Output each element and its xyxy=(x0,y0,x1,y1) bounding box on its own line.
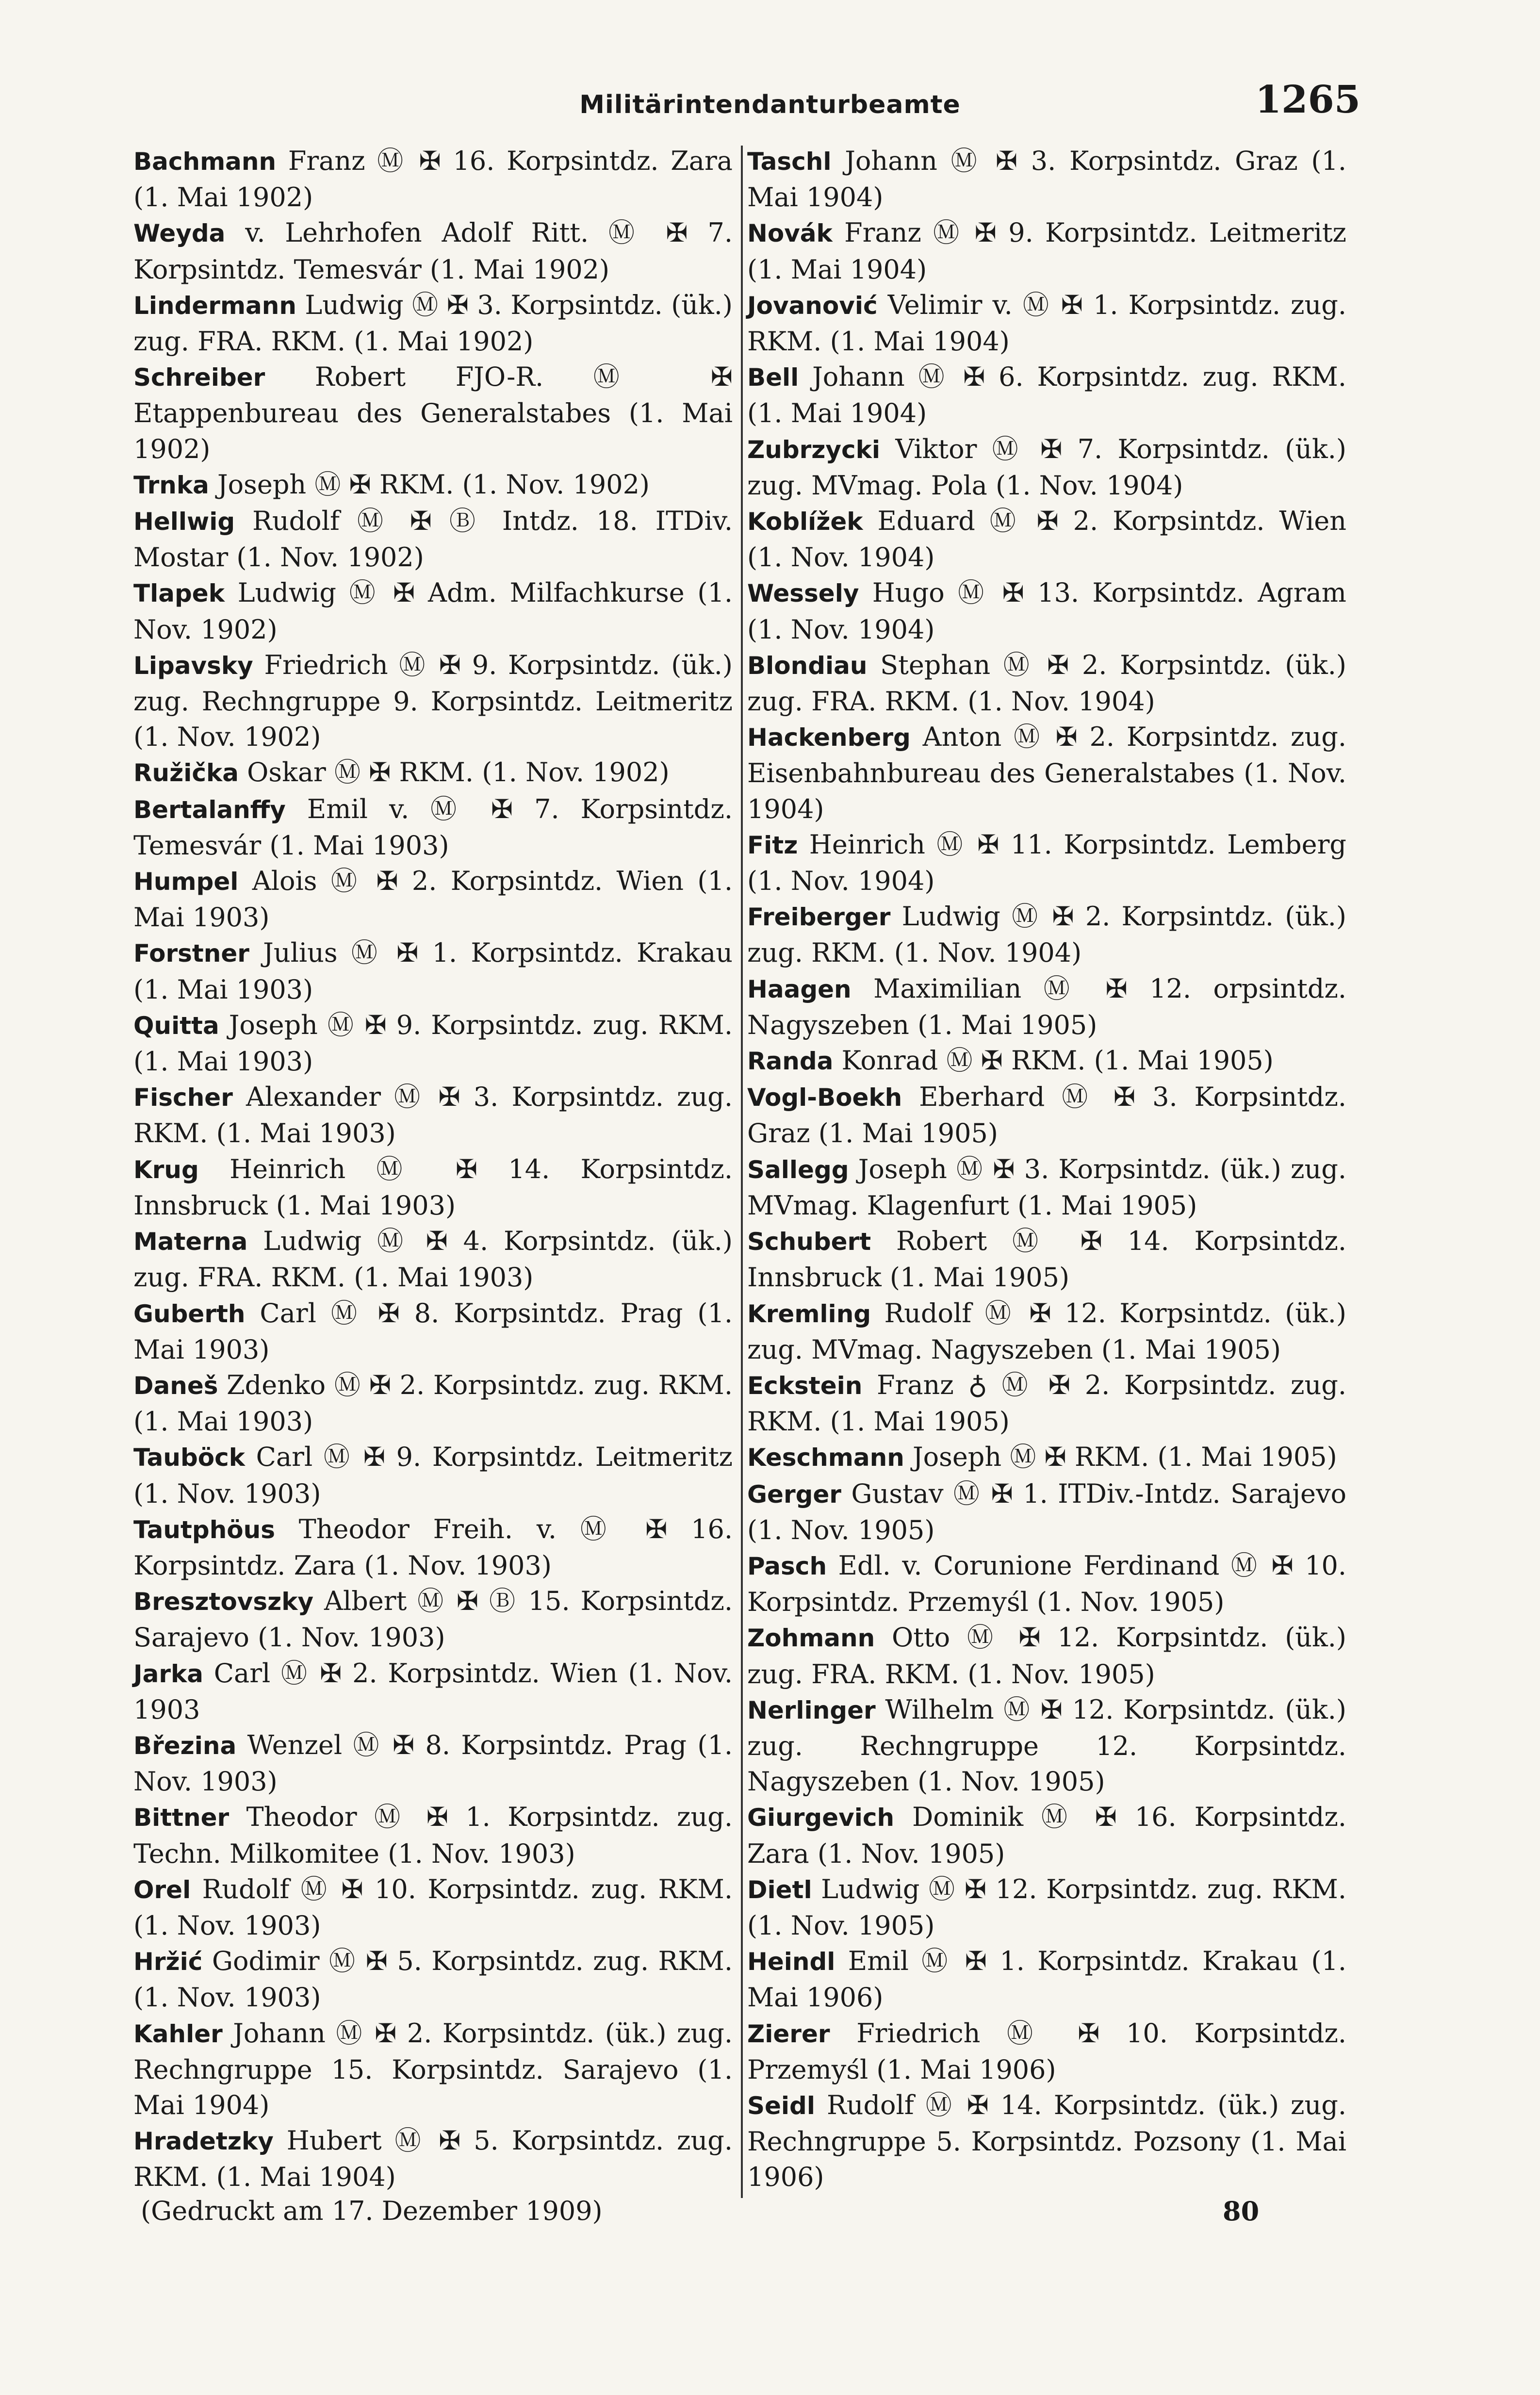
entry xyxy=(747,2087,1346,2195)
entry-details: Joseph Ⓜ ✠ 3. Korpsintdz. (ük.) zug. MVmag. Klagenfurt (1. Mai 1905) xyxy=(747,1153,1346,1221)
entry-details: v. Lehrhofen Adolf Ritt. Ⓜ ✠ 7. Korpsintdz. Temesvár (1. Mai 1902) xyxy=(133,217,733,285)
entry-surname: Orel xyxy=(133,1875,191,1904)
entry-details: Emil v. Ⓜ ✠ 7. Korpsintdz. Temesvár (1. Mai 1903) xyxy=(133,793,733,861)
entry-surname: Freiberger xyxy=(747,903,891,932)
right-column xyxy=(747,143,1346,2195)
entry-surname: Jovanović xyxy=(747,291,878,320)
printed-date-note: (Gedruckt am 17. Dezember 1909) xyxy=(141,2196,603,2226)
entry xyxy=(133,467,733,503)
entry-details: Johann Ⓜ ✠ 2. Korpsintdz. (ük.) zug. Rechngruppe 15. Korpsintdz. Sarajevo (1. Mai 1904) xyxy=(133,2018,733,2120)
entry-details: Theodor Ⓜ ✠ 1. Korpsintdz. zug. Techn. Milkomitee (1. Nov. 1903) xyxy=(133,1802,733,1869)
entry-details: Johann Ⓜ ✠ 6. Korpsintdz. zug. RKM. (1. Mai 1904) xyxy=(747,361,1346,429)
entry xyxy=(133,647,733,755)
entry-surname: Hržić xyxy=(133,1948,203,1976)
entry-details: Ludwig Ⓜ ✠ Adm. Milfachkurse (1. Nov. 1902) xyxy=(133,577,733,645)
entry-details: Albert Ⓜ ✠ Ⓑ 15. Korpsintdz. Sarajevo (1. Nov. 1903) xyxy=(133,1586,733,1653)
entry-details: Zdenko Ⓜ ✠ 2. Korpsintdz. zug. RKM. (1. Mai 1903) xyxy=(133,1369,733,1437)
column-divider xyxy=(741,146,743,2198)
entry xyxy=(133,359,733,467)
entry-details: Konrad Ⓜ ✠ RKM. (1. Mai 1905) xyxy=(833,1045,1274,1076)
entry xyxy=(747,1223,1346,1295)
entry xyxy=(133,1223,733,1295)
entry xyxy=(133,1367,733,1439)
entry-details: Ludwig Ⓜ ✠ 4. Korpsintdz. (ük.) zug. FRA. RKM. (1. Mai 1903) xyxy=(133,1226,733,1293)
entry-surname: Kahler xyxy=(133,2019,223,2048)
entry xyxy=(747,1367,1346,1439)
entry xyxy=(747,1620,1346,1691)
entry-surname: Bertalanffy xyxy=(133,795,286,824)
entry-details: Ludwig Ⓜ ✠ 2. Korpsintdz. (ük.) zug. RKM. (1. Nov. 1904) xyxy=(747,901,1346,968)
entry-surname: Giurgevich xyxy=(747,1804,895,1832)
entry-details: Robert FJO-R. Ⓜ ✠ Etappenbureau des Generalstabes (1. Mai 1902) xyxy=(133,361,733,464)
entry xyxy=(133,1943,733,2015)
entry-surname: Schubert xyxy=(747,1228,871,1256)
entry-details: Ludwig Ⓜ ✠ 3. Korpsintdz. (ük.) zug. FRA. RKM. (1. Mai 1902) xyxy=(133,289,733,357)
entry xyxy=(747,287,1346,359)
entry-details: Carl Ⓜ ✠ 9. Korpsintdz. Leitmeritz (1. Nov. 1903) xyxy=(133,1442,733,1509)
entry-surname: Bittner xyxy=(133,1804,229,1832)
entry-surname: Trnka xyxy=(133,471,209,499)
entry-details: Alexander Ⓜ ✠ 3. Korpsintdz. zug. RKM. (1. Mai 1903) xyxy=(133,1082,733,1149)
entry-surname: Fischer xyxy=(133,1083,233,1112)
entry xyxy=(133,215,733,287)
entry-surname: Novák xyxy=(747,219,833,248)
entry-details: Dominik Ⓜ ✠ 16. Korpsintdz. Zara (1. Nov. 1905) xyxy=(747,1802,1346,1869)
entry-details: Otto Ⓜ ✠ 12. Korpsintdz. (ük.) zug. FRA. RKM. (1. Nov. 1905) xyxy=(747,1622,1346,1690)
entry-details: Rudolf Ⓜ ✠ 14. Korpsintdz. (ük.) zug. Rechngruppe 5. Korpsintdz. Pozsony (1. Mai 1906) xyxy=(747,2089,1346,2193)
entry-surname: Eckstein xyxy=(747,1371,863,1400)
entry-surname: Weyda xyxy=(133,219,226,248)
entry-details: Wenzel Ⓜ ✠ 8. Korpsintdz. Prag (1. Nov. 1903) xyxy=(133,1729,733,1797)
entry-surname: Guberth xyxy=(133,1299,246,1328)
entry xyxy=(747,575,1346,647)
entry-surname: Vogl-Boekh xyxy=(747,1083,902,1112)
page-title: Militärintendanturbeamte xyxy=(579,90,961,119)
entry-surname: Tautphöus xyxy=(133,1515,275,1544)
entry xyxy=(747,1043,1346,1079)
entry-surname: Humpel xyxy=(133,868,239,896)
entry xyxy=(747,827,1346,899)
entry-details: Carl Ⓜ ✠ 8. Korpsintdz. Prag (1. Mai 1903) xyxy=(133,1297,733,1365)
entry-details: Johann Ⓜ ✠ 3. Korpsintdz. Graz (1. Mai 1904) xyxy=(747,146,1346,213)
entry-surname: Materna xyxy=(133,1228,248,1256)
entry-details: Gustav Ⓜ ✠ 1. ITDiv.-Intdz. Sarajevo (1. Nov. 1905) xyxy=(747,1478,1346,1545)
entry-surname: Kremling xyxy=(747,1299,871,1328)
entry-details: Velimir v. Ⓜ ✠ 1. Korpsintdz. zug. RKM. (1. Mai 1904) xyxy=(747,289,1346,357)
entry-surname: Lipavsky xyxy=(133,651,253,680)
entry xyxy=(747,503,1346,575)
page-header xyxy=(0,78,1540,131)
entry-details: Joseph Ⓜ ✠ 9. Korpsintdz. zug. RKM. (1. Mai 1903) xyxy=(133,1009,733,1077)
entry-surname: Randa xyxy=(747,1047,834,1076)
entry xyxy=(133,503,733,575)
entry-surname: Jarka xyxy=(133,1659,203,1688)
entry xyxy=(133,1151,733,1223)
entry xyxy=(133,935,733,1007)
entry xyxy=(133,2016,733,2123)
entry xyxy=(747,1799,1346,1871)
entry-surname: Březina xyxy=(133,1731,237,1760)
entry-details: Theodor Freih. v. Ⓜ ✠ 16. Korpsintdz. Zara (1. Nov. 1903) xyxy=(133,1513,733,1581)
entry xyxy=(133,1727,733,1799)
entry xyxy=(133,1079,733,1151)
entry xyxy=(747,971,1346,1043)
entry-surname: Daneš xyxy=(133,1371,218,1400)
entry xyxy=(747,1692,1346,1800)
entry xyxy=(133,1511,733,1583)
entry-details: Hubert Ⓜ ✠ 5. Korpsintdz. zug. RKM. (1. Mai 1904) xyxy=(133,2125,733,2193)
entry xyxy=(747,1871,1346,1943)
entry-details: Rudolf Ⓜ ✠ 10. Korpsintdz. zug. RKM. (1. Nov. 1903) xyxy=(133,1873,733,1941)
entry-surname: Hackenberg xyxy=(747,723,911,752)
entry-surname: Haagen xyxy=(747,975,852,1003)
entry-details: Franz ♁ Ⓜ ✠ 2. Korpsintdz. zug. RKM. (1. Mai 1905) xyxy=(747,1369,1346,1437)
entry xyxy=(747,899,1346,970)
entry xyxy=(133,575,733,647)
entry-surname: Bachmann xyxy=(133,148,277,176)
entry-details: Wilhelm Ⓜ ✠ 12. Korpsintdz. (ük.) zug. Rechngruppe 12. Korpsintdz. Nagyszeben (1. Nov. 1905) xyxy=(747,1694,1346,1797)
entry xyxy=(133,1583,733,1655)
entry xyxy=(747,215,1346,287)
left-column xyxy=(133,143,733,2195)
entry-surname: Tauböck xyxy=(133,1444,246,1472)
entry xyxy=(747,1476,1346,1548)
entry-details: Eberhard Ⓜ ✠ 3. Korpsintdz. Graz (1. Mai 1905) xyxy=(747,1082,1346,1149)
entry-surname: Koblížek xyxy=(747,508,863,536)
entry xyxy=(747,719,1346,827)
entry-details: Joseph Ⓜ ✠ RKM. (1. Mai 1905) xyxy=(904,1442,1337,1473)
entry-details: Rudolf Ⓜ ✠ Ⓑ Intdz. 18. ITDiv. Mostar (1. Nov. 1902) xyxy=(133,506,733,573)
entry-details: Robert Ⓜ ✠ 14. Korpsintdz. Innsbruck (1. Mai 1905) xyxy=(747,1226,1346,1293)
entry xyxy=(133,791,733,863)
entry-details: Friedrich Ⓜ ✠ 10. Korpsintdz. Przemyśl (1. Mai 1906) xyxy=(747,2018,1346,2085)
entry xyxy=(133,1439,733,1511)
entry-details: Heinrich Ⓜ ✠ 11. Korpsintdz. Lemberg (1. Nov. 1904) xyxy=(747,829,1346,897)
entry-details: Friedrich Ⓜ ✠ 9. Korpsintdz. (ük.) zug. Rechngruppe 9. Korpsintdz. Leitmeritz (1. Nov. 1902) xyxy=(133,649,733,753)
entry-details: Hugo Ⓜ ✠ 13. Korpsintdz. Agram (1. Nov. 1904) xyxy=(747,577,1346,645)
entry-details: Emil Ⓜ ✠ 1. Korpsintdz. Krakau (1. Mai 1906) xyxy=(747,1946,1346,2013)
entry xyxy=(133,143,733,215)
entry-details: Carl Ⓜ ✠ 2. Korpsintdz. Wien (1. Nov. 1903 xyxy=(133,1657,733,1725)
entry xyxy=(747,143,1346,215)
entry-details: Viktor Ⓜ ✠ 7. Korpsintdz. (ük.) zug. MVmag. Pola (1. Nov. 1904) xyxy=(747,433,1346,501)
entry-details: Anton Ⓜ ✠ 2. Korpsintdz. zug. Eisenbahnbureau des Generalstabes (1. Nov. 1904) xyxy=(747,722,1346,824)
entry-details: Ludwig Ⓜ ✠ 12. Korpsintdz. zug. RKM. (1. Nov. 1905) xyxy=(747,1873,1346,1941)
entry-details: Stephan Ⓜ ✠ 2. Korpsintdz. (ük.) zug. FRA. RKM. (1. Nov. 1904) xyxy=(747,649,1346,717)
entry xyxy=(133,1296,733,1367)
entry-details: Maximilian Ⓜ ✠ 12. orpsintdz. Nagyszeben (1. Mai 1905) xyxy=(747,973,1346,1040)
entry-surname: Sallegg xyxy=(747,1155,849,1184)
entry xyxy=(133,1799,733,1871)
entry xyxy=(747,1548,1346,1620)
entry xyxy=(747,1439,1346,1476)
entry-surname: Hellwig xyxy=(133,508,235,536)
entry-surname: Dietl xyxy=(747,1875,812,1904)
entry xyxy=(747,359,1346,431)
entry xyxy=(133,1007,733,1079)
entry-surname: Nerlinger xyxy=(747,1696,876,1724)
entry-surname: Blondiau xyxy=(747,651,868,680)
entry-surname: Hradetzky xyxy=(133,2127,274,2156)
entry-surname: Tlapek xyxy=(133,579,225,608)
entry-details: Franz Ⓜ ✠ 9. Korpsintdz. Leitmeritz (1. Mai 1904) xyxy=(747,217,1346,285)
entry xyxy=(133,1871,733,1943)
entry-details: Joseph Ⓜ ✠ RKM. (1. Nov. 1902) xyxy=(209,469,650,500)
entry xyxy=(133,755,733,791)
entry-surname: Bell xyxy=(747,363,799,392)
entry-surname: Fitz xyxy=(747,831,798,859)
entry-details: Oskar Ⓜ ✠ RKM. (1. Nov. 1902) xyxy=(238,757,670,788)
entry xyxy=(133,863,733,935)
entry-surname: Seidl xyxy=(747,2091,815,2120)
page-number: 1265 xyxy=(1255,78,1360,122)
entry-surname: Zohmann xyxy=(747,1624,875,1653)
entry-details: Julius Ⓜ ✠ 1. Korpsintdz. Krakau (1. Mai 1903) xyxy=(133,937,733,1005)
entry-surname: Krug xyxy=(133,1155,199,1184)
entry xyxy=(747,1079,1346,1151)
entry-details: Godimir Ⓜ ✠ 5. Korpsintdz. zug. RKM. (1. Nov. 1903) xyxy=(133,1946,733,2013)
entry-surname: Schreiber xyxy=(133,363,265,392)
entry xyxy=(747,1151,1346,1223)
entry-surname: Zierer xyxy=(747,2019,830,2048)
entry-details: Eduard Ⓜ ✠ 2. Korpsintdz. Wien (1. Nov. 1904) xyxy=(747,506,1346,573)
entry-surname: Pasch xyxy=(747,1552,827,1580)
entry xyxy=(133,2123,733,2195)
entry-surname: Quitta xyxy=(133,1011,219,1040)
entry-details: Rudolf Ⓜ ✠ 12. Korpsintdz. (ük.) zug. MVmag. Nagyszeben (1. Mai 1905) xyxy=(747,1297,1346,1365)
entry xyxy=(747,647,1346,719)
entry xyxy=(133,1656,733,1727)
entry-surname: Forstner xyxy=(133,939,249,968)
entry xyxy=(747,1296,1346,1367)
entry xyxy=(747,2016,1346,2087)
entry-details: Edl. v. Corunione Ferdinand Ⓜ ✠ 10. Korpsintdz. Przemyśl (1. Nov. 1905) xyxy=(747,1550,1346,1618)
entry xyxy=(747,431,1346,503)
entry-details: Franz Ⓜ ✠ 16. Korpsintdz. Zara (1. Mai 1902) xyxy=(133,146,733,213)
entry-details: Heinrich Ⓜ ✠ 14. Korpsintdz. Innsbruck (1. Mai 1903) xyxy=(133,1153,733,1221)
entry-surname: Wessely xyxy=(747,579,859,608)
entry-surname: Gerger xyxy=(747,1480,841,1509)
sheet-number: 80 xyxy=(1223,2196,1260,2227)
entry-details: Alois Ⓜ ✠ 2. Korpsintdz. Wien (1. Mai 1903) xyxy=(133,866,733,933)
entry xyxy=(133,287,733,359)
entry-surname: Taschl xyxy=(747,148,832,176)
entry xyxy=(747,1943,1346,2015)
entry-surname: Zubrzycki xyxy=(747,435,881,464)
entry-surname: Lindermann xyxy=(133,291,296,320)
entry-surname: Keschmann xyxy=(747,1444,904,1472)
entry-surname: Ružička xyxy=(133,759,239,787)
entry-surname: Heindl xyxy=(747,1948,836,1976)
entry-surname: Bresztovszky xyxy=(133,1588,314,1616)
